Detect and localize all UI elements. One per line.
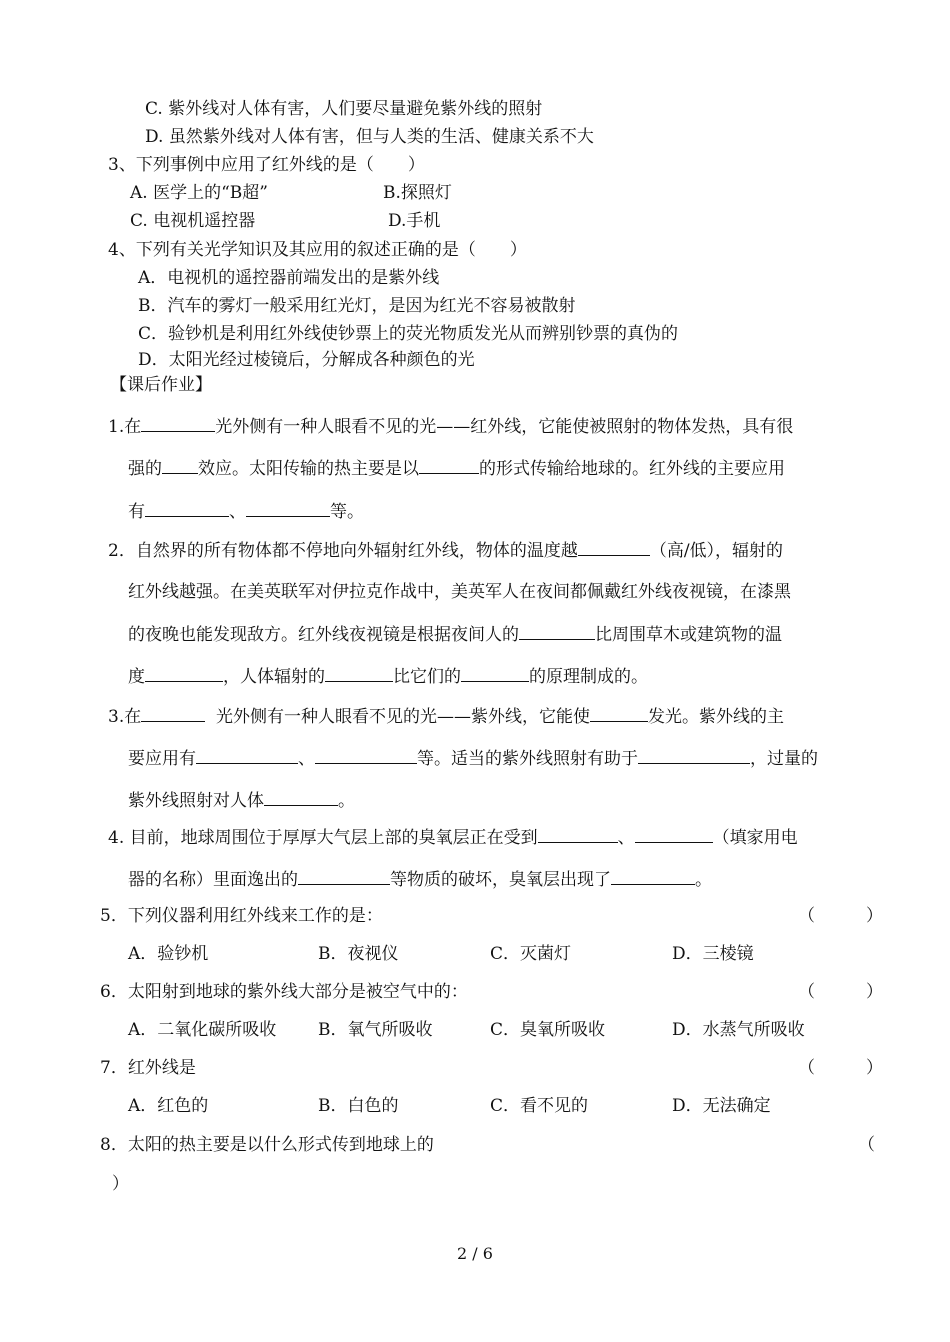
q4-option-a: A．电视机的遥控器前端发出的是紫外线 <box>138 268 440 288</box>
q6-stem: 6．太阳射到地球的紫外线大部分是被空气中的： <box>100 982 468 1002</box>
hw1-line1 <box>108 413 793 439</box>
blank <box>141 703 205 722</box>
q5-stem: 5．下列仪器利用红外线来工作的是： <box>100 906 383 926</box>
hw3-text: 等。适当的紫外线照射有助于 <box>417 749 638 769</box>
hw1-text: 有 <box>128 502 145 522</box>
blank <box>638 745 750 764</box>
q5-option-a: A．验钞机 <box>128 944 209 964</box>
hw1-text: 光外侧有一种人眼看不见的光——红外线，它能使被照射的物体发热，具有很 <box>215 417 794 437</box>
q4-option-c: C．验钞机是利用红外线使钞票上的荧光物质发光从而辨别钞票的真伪的 <box>138 324 679 344</box>
hw3-text: ，过量的 <box>750 749 818 769</box>
hw2-line4 <box>128 663 648 689</box>
hw2-line1 <box>108 537 783 563</box>
hw2-line2: 红外线越强。在美英联军对伊拉克作战中，美英军人在夜间都佩戴红外线夜视镜，在漆黑 <box>128 582 791 602</box>
blank <box>196 745 298 764</box>
hw2-text: ，人体辐射的 <box>223 667 325 687</box>
q3-option-a: A. 医学上的“B超” <box>130 183 268 203</box>
hw4-text: 。 <box>695 870 712 890</box>
hw2-text: 2．自然界的所有物体都不停地向外辐射红外线，物体的温度越 <box>108 541 578 561</box>
hw2-text: 比它们的 <box>393 667 461 687</box>
q6-option-b: B．氧气所吸收 <box>318 1020 433 1040</box>
hw4-text: 、 <box>617 828 635 848</box>
q4-option-d: D．太阳光经过棱镜后，分解成各种颜色的光 <box>138 350 475 370</box>
blank <box>635 824 713 843</box>
hw1-text: 的形式传输给地球的。红外线的主要应用 <box>479 459 785 479</box>
q7-option-b: B．白色的 <box>318 1096 399 1116</box>
q7-stem: 7．红外线是 <box>100 1058 196 1078</box>
hw2-text: 的原理制成的。 <box>529 667 648 687</box>
hw1-text: 1.在 <box>108 417 142 437</box>
blank <box>298 866 390 885</box>
hw1-text: 等。 <box>330 502 364 522</box>
hw4-line1 <box>108 824 798 850</box>
q3-option-d: D.手机 <box>388 211 441 231</box>
blank <box>246 498 330 517</box>
q8-paren-open: （ <box>858 1135 875 1155</box>
hw3-text: 光外侧有一种人眼看不见的光——紫外线，它能使 <box>216 707 591 727</box>
blank <box>325 663 393 682</box>
hw3-line3 <box>128 787 355 813</box>
hw3-text: 发光。紫外线的主 <box>648 707 785 727</box>
q4-option-b: B．汽车的雾灯一般采用红光灯，是因为红光不容易被散射 <box>138 296 576 316</box>
q7-option-c: C．看不见的 <box>490 1096 589 1116</box>
hw2-line3 <box>128 621 782 647</box>
hw2-text: 比周围草木或建筑物的温 <box>595 625 782 645</box>
hw4-text: 4. 目前，地球周围位于厚厚大气层上部的臭氧层正在受到 <box>108 828 538 848</box>
blank <box>538 824 618 843</box>
q3-option-b: B.探照灯 <box>383 183 452 203</box>
q5-option-c: C．灭菌灯 <box>490 944 572 964</box>
hw3-line1 <box>108 703 784 729</box>
q7-option-a: A．红色的 <box>128 1096 209 1116</box>
q4-stem: 4、下列有关光学知识及其应用的叙述正确的是（ ） <box>108 240 527 260</box>
hw3-line2 <box>128 745 818 771</box>
hw4-line2 <box>128 866 712 892</box>
q5-option-b: B．夜视仪 <box>318 944 399 964</box>
hw3-text: 3.在 <box>108 707 142 727</box>
hw2-text: 度 <box>128 667 145 687</box>
hw1-line3 <box>128 498 364 524</box>
q6-option-c: C．臭氧所吸收 <box>490 1020 606 1040</box>
q6-option-d: D．水蒸气所吸收 <box>672 1020 805 1040</box>
section-title: 【课后作业】 <box>110 375 212 395</box>
blank <box>264 787 338 806</box>
blank <box>145 663 223 682</box>
blank <box>145 498 229 517</box>
hw1-line2 <box>128 455 785 481</box>
q2-option-c: C. 紫外线对人体有害，人们要尽量避免紫外线的照射 <box>145 99 543 119</box>
q2-option-d: D. 虽然紫外线对人体有害，但与人类的生活、健康关系不大 <box>145 127 594 147</box>
q8-paren-close: ） <box>112 1174 129 1194</box>
hw3-text: 。 <box>338 791 355 811</box>
blank <box>162 455 198 474</box>
q7-option-d: D．无法确定 <box>672 1096 771 1116</box>
page-number: 2 / 6 <box>457 1244 493 1263</box>
hw1-text: 效应。太阳传输的热主要是以 <box>198 459 419 479</box>
blank <box>315 745 417 764</box>
hw4-text: 等物质的破坏，臭氧层出现了 <box>390 870 611 890</box>
hw3-text: 、 <box>298 749 315 769</box>
blank <box>519 621 595 640</box>
blank <box>578 537 650 556</box>
q3-option-c: C. 电视机遥控器 <box>130 211 256 231</box>
q5-option-d: D．三棱镜 <box>672 944 754 964</box>
q8-stem: 8．太阳的热主要是以什么形式传到地球上的 <box>100 1135 434 1155</box>
hw4-text: （填家用电 <box>712 828 798 848</box>
hw4-text: 器的名称）里面逸出的 <box>128 870 298 890</box>
hw1-text: 、 <box>229 502 246 522</box>
q6-answer-paren: （ ） <box>798 982 883 1002</box>
hw2-text: （高/低），辐射的 <box>649 541 784 561</box>
blank <box>419 455 479 474</box>
hw1-text: 强的 <box>128 459 162 479</box>
blank <box>141 413 215 432</box>
hw3-text: 要应用有 <box>128 749 196 769</box>
blank <box>461 663 529 682</box>
q7-answer-paren: （ ） <box>798 1058 883 1078</box>
blank <box>611 866 695 885</box>
q5-answer-paren: （ ） <box>798 906 883 926</box>
hw2-text: 的夜晚也能发现敌方。红外线夜视镜是根据夜间人的 <box>128 625 519 645</box>
hw3-text: 紫外线照射对人体 <box>128 791 264 811</box>
q6-option-a: A．二氧化碳所吸收 <box>128 1020 277 1040</box>
blank <box>590 703 648 722</box>
q3-stem: 3、下列事例中应用了红外线的是（ ） <box>108 155 425 175</box>
